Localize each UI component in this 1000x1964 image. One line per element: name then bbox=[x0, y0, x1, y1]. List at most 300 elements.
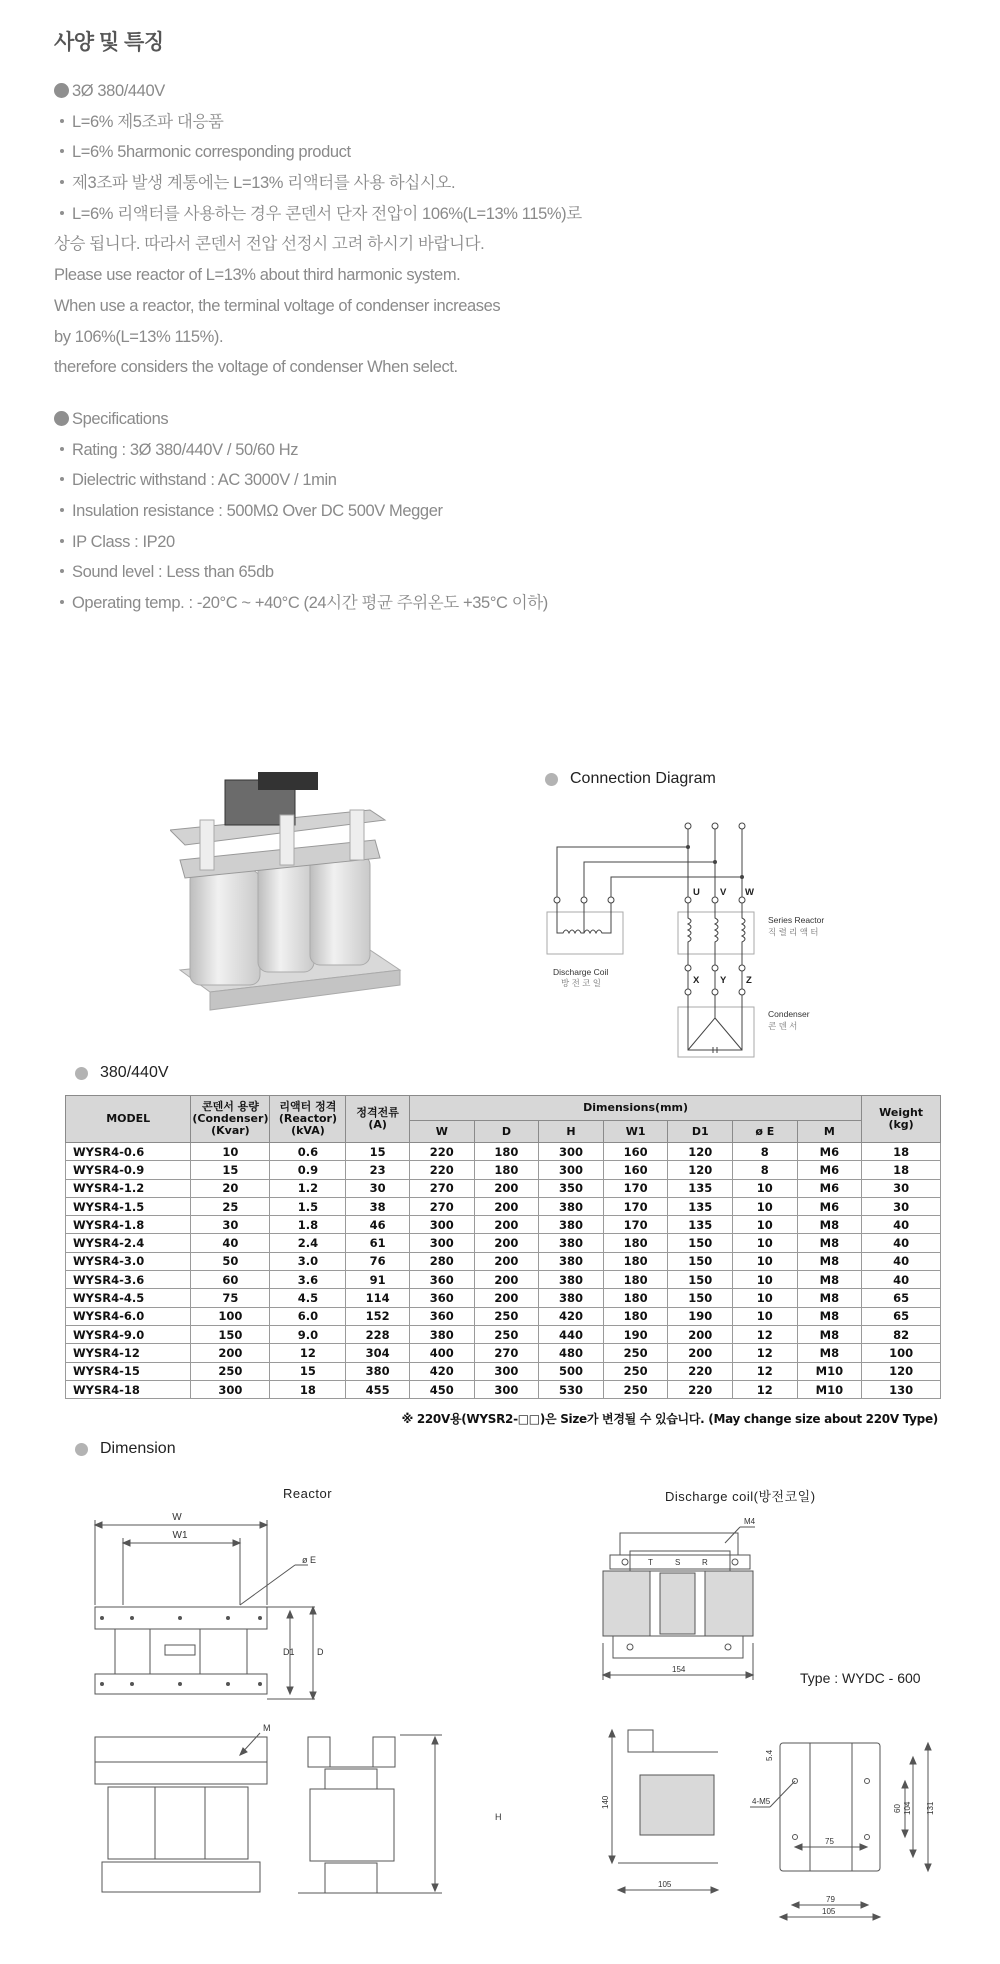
condenser-label: Condenser bbox=[768, 1009, 810, 1019]
table-cell: 3.6 bbox=[270, 1271, 346, 1289]
table-cell: 200 bbox=[668, 1344, 733, 1362]
table-cell: 380 bbox=[539, 1197, 604, 1215]
bullet-dot-icon bbox=[60, 211, 64, 215]
header-current bbox=[346, 1096, 410, 1143]
model-cell: WYSR4-3.0 bbox=[66, 1252, 191, 1270]
terminal-w-label: W bbox=[745, 887, 754, 898]
spec-item bbox=[54, 588, 548, 619]
table-cell: 180 bbox=[603, 1289, 668, 1307]
discharge-coil-type: Type : WYDC - 600 bbox=[800, 1670, 921, 1686]
header-text: (Condenser) bbox=[192, 1112, 269, 1125]
table-cell: 300 bbox=[474, 1380, 539, 1398]
table-cell: 500 bbox=[539, 1362, 604, 1380]
table-cell: 6.0 bbox=[270, 1307, 346, 1325]
table-cell: 220 bbox=[409, 1161, 474, 1179]
connection-diagram-title: Connection Diagram bbox=[570, 770, 716, 787]
feature-paragraph-line: When use a reactor, the terminal voltage of condenser increases bbox=[54, 296, 501, 315]
table-cell: 20 bbox=[191, 1179, 270, 1197]
table-cell: 30 bbox=[191, 1216, 270, 1234]
spec-item bbox=[54, 465, 548, 496]
table-cell: 65 bbox=[862, 1289, 941, 1307]
table-cell: 15 bbox=[346, 1143, 410, 1161]
table-cell: 300 bbox=[474, 1362, 539, 1380]
header-text: 정격전류 bbox=[356, 1106, 399, 1119]
table-cell: 15 bbox=[191, 1161, 270, 1179]
table-cell: 220 bbox=[668, 1362, 733, 1380]
table-row bbox=[66, 1143, 941, 1161]
table-cell: 30 bbox=[346, 1179, 410, 1197]
feature-text: L=6% 제5조파 대응품 bbox=[72, 112, 224, 131]
table-body bbox=[66, 1143, 941, 1399]
header-text: 리액터 정격 bbox=[279, 1100, 337, 1113]
table-cell: 220 bbox=[409, 1143, 474, 1161]
table-cell: 170 bbox=[603, 1197, 668, 1215]
table-cell: 12 bbox=[733, 1325, 798, 1343]
coil-label-slot: 5.4 bbox=[765, 1749, 774, 1761]
table-cell: 380 bbox=[539, 1289, 604, 1307]
model-cell: WYSR4-1.5 bbox=[66, 1197, 191, 1215]
table-cell: 455 bbox=[346, 1380, 410, 1398]
table-cell: 300 bbox=[539, 1143, 604, 1161]
table-cell: 3.0 bbox=[270, 1252, 346, 1270]
spec-text: IP Class : IP20 bbox=[72, 532, 175, 551]
terminal-y-label: Y bbox=[720, 975, 727, 986]
header-d: D bbox=[474, 1121, 539, 1143]
table-cell: 25 bbox=[191, 1197, 270, 1215]
terminal-v-label: V bbox=[720, 887, 727, 898]
coil-label-r: R bbox=[702, 1558, 708, 1567]
table-cell: 250 bbox=[603, 1344, 668, 1362]
coil-label-105-base: 105 bbox=[822, 1907, 836, 1916]
table-cell: 450 bbox=[409, 1380, 474, 1398]
header-w1: W1 bbox=[603, 1121, 668, 1143]
model-cell: WYSR4-3.6 bbox=[66, 1271, 191, 1289]
table-cell: 12 bbox=[270, 1344, 346, 1362]
coil-label-140: 140 bbox=[601, 1795, 610, 1809]
dimension-heading-text: Dimension bbox=[100, 1440, 176, 1457]
coil-label-75: 75 bbox=[825, 1837, 834, 1846]
table-cell: 120 bbox=[668, 1143, 733, 1161]
table-cell: 180 bbox=[474, 1143, 539, 1161]
table-cell: 46 bbox=[346, 1216, 410, 1234]
table-cell: 170 bbox=[603, 1216, 668, 1234]
table-row bbox=[66, 1362, 941, 1380]
bullet-dot-icon bbox=[60, 539, 64, 543]
table-cell: 18 bbox=[862, 1143, 941, 1161]
top-terminals bbox=[685, 823, 745, 829]
table-cell: 200 bbox=[474, 1289, 539, 1307]
table-cell: 380 bbox=[539, 1252, 604, 1270]
spec-item bbox=[54, 557, 548, 588]
table-cell: 38 bbox=[346, 1197, 410, 1215]
bullet-circle-icon bbox=[54, 83, 69, 98]
coil-label-154: 154 bbox=[672, 1665, 686, 1674]
model-cell: WYSR4-2.4 bbox=[66, 1234, 191, 1252]
bullet-dot-icon bbox=[60, 569, 64, 573]
coil-label-60: 60 bbox=[893, 1804, 902, 1813]
table-cell: 100 bbox=[862, 1344, 941, 1362]
bullet-dot-icon bbox=[60, 600, 64, 604]
terminal-u-label: U bbox=[693, 887, 700, 898]
table-cell: 135 bbox=[668, 1197, 733, 1215]
table-row bbox=[66, 1197, 941, 1215]
header-text: Weight bbox=[879, 1106, 924, 1119]
table-cell: 10 bbox=[733, 1307, 798, 1325]
table-cell: 4.5 bbox=[270, 1289, 346, 1307]
table-cell: 150 bbox=[668, 1289, 733, 1307]
model-cell: WYSR4-9.0 bbox=[66, 1325, 191, 1343]
table-cell: M8 bbox=[797, 1252, 862, 1270]
table-row bbox=[66, 1325, 941, 1343]
coil-label-79: 79 bbox=[826, 1895, 835, 1904]
coil-label-131: 131 bbox=[926, 1801, 935, 1815]
table-cell: 10 bbox=[191, 1143, 270, 1161]
header-text: (kVA) bbox=[291, 1124, 325, 1137]
header-w: W bbox=[409, 1121, 474, 1143]
table-cell: 82 bbox=[862, 1325, 941, 1343]
reactor-product-photo bbox=[170, 770, 410, 1030]
reactor-dimension-drawing bbox=[80, 1505, 540, 1945]
table-cell: 380 bbox=[409, 1325, 474, 1343]
table-cell: 40 bbox=[862, 1216, 941, 1234]
table-cell: 12 bbox=[733, 1380, 798, 1398]
features-heading-text: 3Ø 380/440V bbox=[72, 82, 165, 100]
table-row bbox=[66, 1307, 941, 1325]
table-cell: 480 bbox=[539, 1344, 604, 1362]
bullet-circle-icon bbox=[54, 411, 69, 426]
table-cell: 12 bbox=[733, 1362, 798, 1380]
table-cell: 0.9 bbox=[270, 1161, 346, 1179]
table-cell: 304 bbox=[346, 1344, 410, 1362]
table-cell: 380 bbox=[539, 1234, 604, 1252]
table-cell: 30 bbox=[862, 1179, 941, 1197]
coil-label-s: S bbox=[675, 1558, 681, 1567]
spec-item bbox=[54, 435, 548, 466]
connection-diagram bbox=[535, 815, 855, 1065]
model-cell: WYSR4-18 bbox=[66, 1380, 191, 1398]
table-cell: 250 bbox=[474, 1325, 539, 1343]
table-cell: 420 bbox=[539, 1307, 604, 1325]
header-condenser bbox=[191, 1096, 270, 1143]
feature-text: 제3조파 발생 계통에는 L=13% 리액터를 사용 하십시오. bbox=[72, 174, 456, 193]
table-cell: M6 bbox=[797, 1197, 862, 1215]
page-title: 사양 및 특징 bbox=[54, 31, 164, 54]
table-cell: 8 bbox=[733, 1143, 798, 1161]
table-cell: 1.8 bbox=[270, 1216, 346, 1234]
table-cell: 250 bbox=[603, 1362, 668, 1380]
table-cell: 300 bbox=[409, 1216, 474, 1234]
voltage-table-heading bbox=[75, 1064, 169, 1082]
table-cell: 200 bbox=[474, 1197, 539, 1215]
table-row bbox=[66, 1234, 941, 1252]
table-cell: 228 bbox=[346, 1325, 410, 1343]
table-cell: 190 bbox=[668, 1307, 733, 1325]
header-model: MODEL bbox=[66, 1096, 191, 1143]
table-cell: 40 bbox=[191, 1234, 270, 1252]
dim-label-m: M bbox=[263, 1723, 271, 1733]
table-cell: 280 bbox=[409, 1252, 474, 1270]
feature-paragraph-line: Please use reactor of L=13% about third harmonic system. bbox=[54, 266, 461, 285]
table-cell: 200 bbox=[474, 1234, 539, 1252]
dim-label-h: H bbox=[495, 1812, 502, 1822]
dim-label-w: W bbox=[172, 1512, 182, 1523]
table-cell: 440 bbox=[539, 1325, 604, 1343]
table-cell: 180 bbox=[603, 1252, 668, 1270]
model-cell: WYSR4-12 bbox=[66, 1344, 191, 1362]
table-row bbox=[66, 1289, 941, 1307]
table-cell: M8 bbox=[797, 1271, 862, 1289]
table-cell: 190 bbox=[603, 1325, 668, 1343]
table-cell: 10 bbox=[733, 1197, 798, 1215]
table-cell: 0.6 bbox=[270, 1143, 346, 1161]
table-row bbox=[66, 1216, 941, 1234]
table-cell: 270 bbox=[474, 1344, 539, 1362]
table-cell: 135 bbox=[668, 1216, 733, 1234]
header-m: M bbox=[797, 1121, 862, 1143]
model-cell: WYSR4-1.2 bbox=[66, 1179, 191, 1197]
bullet-dot-icon bbox=[60, 149, 64, 153]
table-cell: 150 bbox=[668, 1271, 733, 1289]
table-cell: 9.0 bbox=[270, 1325, 346, 1343]
table-cell: 150 bbox=[191, 1325, 270, 1343]
discharge-coil-caption: Discharge coil(방전코일) bbox=[665, 1489, 816, 1504]
spec-text: Dielectric withstand : AC 3000V / 1min bbox=[72, 471, 337, 490]
table-cell: 120 bbox=[862, 1362, 941, 1380]
spec-text: Sound level : Less than 65db bbox=[72, 563, 274, 582]
table-cell: 40 bbox=[862, 1271, 941, 1289]
connection-diagram-heading bbox=[545, 770, 716, 788]
table-cell: 150 bbox=[668, 1234, 733, 1252]
series-reactor-kr-label: 직 렬 리 액 터 bbox=[768, 927, 819, 937]
features-section bbox=[54, 76, 582, 383]
coil-label-104: 104 bbox=[903, 1801, 912, 1815]
table-cell: 135 bbox=[668, 1179, 733, 1197]
header-d1: D1 bbox=[668, 1121, 733, 1143]
table-cell: 18 bbox=[862, 1161, 941, 1179]
table-cell: 10 bbox=[733, 1289, 798, 1307]
table-cell: 300 bbox=[409, 1234, 474, 1252]
series-reactor-label: Series Reactor bbox=[768, 915, 825, 925]
spec-text: Rating : 3Ø 380/440V / 50/60 Hz bbox=[72, 440, 299, 459]
feature-paragraph-line: therefore considers the voltage of condenser When select. bbox=[54, 358, 458, 377]
table-cell: 76 bbox=[346, 1252, 410, 1270]
header-e: ø E bbox=[733, 1121, 798, 1143]
model-cell: WYSR4-1.8 bbox=[66, 1216, 191, 1234]
table-cell: M8 bbox=[797, 1289, 862, 1307]
table-cell: 60 bbox=[191, 1271, 270, 1289]
table-cell: 15 bbox=[270, 1362, 346, 1380]
feature-item bbox=[54, 137, 582, 168]
table-cell: 170 bbox=[603, 1179, 668, 1197]
terminal-z-label: Z bbox=[746, 975, 752, 986]
header-text: (A) bbox=[368, 1118, 387, 1131]
table-cell: M8 bbox=[797, 1234, 862, 1252]
table-cell: M8 bbox=[797, 1216, 862, 1234]
header-text: (Reactor) bbox=[278, 1112, 337, 1125]
table-cell: M6 bbox=[797, 1161, 862, 1179]
table-row bbox=[66, 1252, 941, 1270]
header-text: (kg) bbox=[888, 1118, 914, 1131]
table-cell: 360 bbox=[409, 1307, 474, 1325]
table-row bbox=[66, 1344, 941, 1362]
feature-item bbox=[54, 199, 582, 230]
model-cell: WYSR4-4.5 bbox=[66, 1289, 191, 1307]
table-cell: 160 bbox=[603, 1161, 668, 1179]
table-cell: 12 bbox=[733, 1344, 798, 1362]
table-cell: 350 bbox=[539, 1179, 604, 1197]
bullet-dot-icon bbox=[60, 447, 64, 451]
coil-label-105-side: 105 bbox=[658, 1880, 672, 1889]
dim-label-d: D bbox=[317, 1647, 324, 1657]
header-text: (Kvar) bbox=[211, 1124, 250, 1137]
table-cell: 360 bbox=[409, 1271, 474, 1289]
bullet-dot-icon bbox=[60, 477, 64, 481]
feature-paragraph-line: 상승 됩니다. 따라서 콘덴서 전압 선정시 고려 하시기 바랍니다. bbox=[54, 235, 485, 254]
bullet-circle-icon bbox=[545, 773, 558, 786]
bullet-dot-icon bbox=[60, 180, 64, 184]
model-cell: WYSR4-15 bbox=[66, 1362, 191, 1380]
table-cell: M8 bbox=[797, 1325, 862, 1343]
table-cell: 250 bbox=[603, 1380, 668, 1398]
table-row bbox=[66, 1271, 941, 1289]
table-cell: 400 bbox=[409, 1344, 474, 1362]
table-cell: M6 bbox=[797, 1143, 862, 1161]
dim-label-e: ø E bbox=[302, 1555, 317, 1565]
reactor-caption: Reactor bbox=[283, 1486, 333, 1501]
terminal-x-label: X bbox=[693, 975, 700, 986]
spec-item bbox=[54, 527, 548, 558]
table-cell: 220 bbox=[668, 1380, 733, 1398]
bullet-circle-icon bbox=[75, 1067, 88, 1080]
table-row bbox=[66, 1380, 941, 1398]
table-cell: 65 bbox=[862, 1307, 941, 1325]
table-cell: 10 bbox=[733, 1216, 798, 1234]
table-cell: 130 bbox=[862, 1380, 941, 1398]
table-cell: 270 bbox=[409, 1197, 474, 1215]
table-cell: 160 bbox=[603, 1143, 668, 1161]
table-cell: 152 bbox=[346, 1307, 410, 1325]
table-cell: M10 bbox=[797, 1380, 862, 1398]
table-cell: 380 bbox=[346, 1362, 410, 1380]
discharge-coil-kr-label: 방 전 코 일 bbox=[561, 978, 601, 988]
feature-text: L=6% 리액터를 사용하는 경우 콘덴서 단자 전압이 106%(L=13% 115%)로 bbox=[72, 204, 582, 223]
bullet-circle-icon bbox=[75, 1443, 88, 1456]
table-cell: 530 bbox=[539, 1380, 604, 1398]
spec-text: Operating temp. : -20°C ~ +40°C (24시간 평균 주위온도 +35°C 이하) bbox=[72, 594, 548, 613]
table-cell: 40 bbox=[862, 1252, 941, 1270]
table-row bbox=[66, 1161, 941, 1179]
table-cell: 180 bbox=[474, 1161, 539, 1179]
dim-label-d1: D1 bbox=[283, 1647, 295, 1657]
table-cell: M8 bbox=[797, 1344, 862, 1362]
dimension-heading bbox=[75, 1440, 176, 1458]
table-cell: 180 bbox=[603, 1271, 668, 1289]
table-cell: 10 bbox=[733, 1271, 798, 1289]
table-cell: 10 bbox=[733, 1252, 798, 1270]
table-cell: M10 bbox=[797, 1362, 862, 1380]
header-h: H bbox=[539, 1121, 604, 1143]
spec-text: Insulation resistance : 500MΩ Over DC 500V Megger bbox=[72, 502, 443, 521]
table-cell: 250 bbox=[191, 1362, 270, 1380]
capacitor-delta-icon bbox=[688, 995, 742, 1053]
table-cell: 10 bbox=[733, 1179, 798, 1197]
table-cell: 180 bbox=[603, 1234, 668, 1252]
table-cell: 360 bbox=[409, 1289, 474, 1307]
spec-item bbox=[54, 496, 548, 527]
table-cell: 150 bbox=[668, 1252, 733, 1270]
table-note: ※ 220V용(WYSR2-□□)은 Size가 변경될 수 있습니다. (May change size about 220V Type) bbox=[401, 1412, 938, 1426]
voltage-heading-text: 380/440V bbox=[100, 1064, 169, 1081]
coil-label-t: T bbox=[648, 1558, 653, 1567]
table-cell: 270 bbox=[409, 1179, 474, 1197]
table-cell: 100 bbox=[191, 1307, 270, 1325]
table-cell: 250 bbox=[474, 1307, 539, 1325]
feature-paragraph-line: by 106%(L=13% 115%). bbox=[54, 327, 224, 346]
bullet-dot-icon bbox=[60, 119, 64, 123]
table-cell: 10 bbox=[733, 1234, 798, 1252]
table-cell: 50 bbox=[191, 1252, 270, 1270]
condenser-kr-label: 콘 덴 서 bbox=[768, 1021, 798, 1031]
table-cell: 300 bbox=[191, 1380, 270, 1398]
table-cell: 91 bbox=[346, 1271, 410, 1289]
table-cell: 200 bbox=[668, 1325, 733, 1343]
dim-label-w1: W1 bbox=[172, 1530, 188, 1541]
spec-table bbox=[65, 1095, 941, 1399]
table-cell: 200 bbox=[474, 1216, 539, 1234]
feature-item bbox=[54, 107, 582, 138]
table-cell: 200 bbox=[191, 1344, 270, 1362]
header-text: 콘덴서 용량 bbox=[201, 1100, 259, 1113]
table-cell: 120 bbox=[668, 1161, 733, 1179]
coil-label-m4: M4 bbox=[744, 1517, 756, 1526]
table-cell: 200 bbox=[474, 1252, 539, 1270]
table-cell: 380 bbox=[539, 1271, 604, 1289]
model-cell: WYSR4-0.6 bbox=[66, 1143, 191, 1161]
table-cell: 30 bbox=[862, 1197, 941, 1215]
table-cell: 1.2 bbox=[270, 1179, 346, 1197]
specifications-section bbox=[54, 404, 548, 619]
table-cell: M6 bbox=[797, 1179, 862, 1197]
table-cell: 75 bbox=[191, 1289, 270, 1307]
table-cell: 8 bbox=[733, 1161, 798, 1179]
model-cell: WYSR4-0.9 bbox=[66, 1161, 191, 1179]
table-cell: 18 bbox=[270, 1380, 346, 1398]
specifications-heading bbox=[54, 404, 548, 435]
header-dimensions: Dimensions(mm) bbox=[409, 1096, 861, 1121]
table-cell: 200 bbox=[474, 1271, 539, 1289]
table-row bbox=[66, 1179, 941, 1197]
bullet-dot-icon bbox=[60, 508, 64, 512]
model-cell: WYSR4-6.0 bbox=[66, 1307, 191, 1325]
table-cell: 1.5 bbox=[270, 1197, 346, 1215]
specifications-heading-text: Specifications bbox=[72, 410, 169, 428]
table-cell: 23 bbox=[346, 1161, 410, 1179]
table-cell: 114 bbox=[346, 1289, 410, 1307]
table-cell: 200 bbox=[474, 1179, 539, 1197]
table-cell: 300 bbox=[539, 1161, 604, 1179]
coil-label-holes: 4-M5 bbox=[752, 1797, 771, 1806]
feature-text: L=6% 5harmonic corresponding product bbox=[72, 143, 351, 162]
header-weight bbox=[862, 1096, 941, 1143]
discharge-coil-dimension-drawing bbox=[600, 1515, 960, 1955]
table-cell: 2.4 bbox=[270, 1234, 346, 1252]
discharge-coil-label: Discharge Coil bbox=[553, 967, 609, 977]
table-cell: 40 bbox=[862, 1234, 941, 1252]
table-cell: 61 bbox=[346, 1234, 410, 1252]
table-cell: 380 bbox=[539, 1216, 604, 1234]
header-reactor bbox=[270, 1096, 346, 1143]
table-cell: M8 bbox=[797, 1307, 862, 1325]
